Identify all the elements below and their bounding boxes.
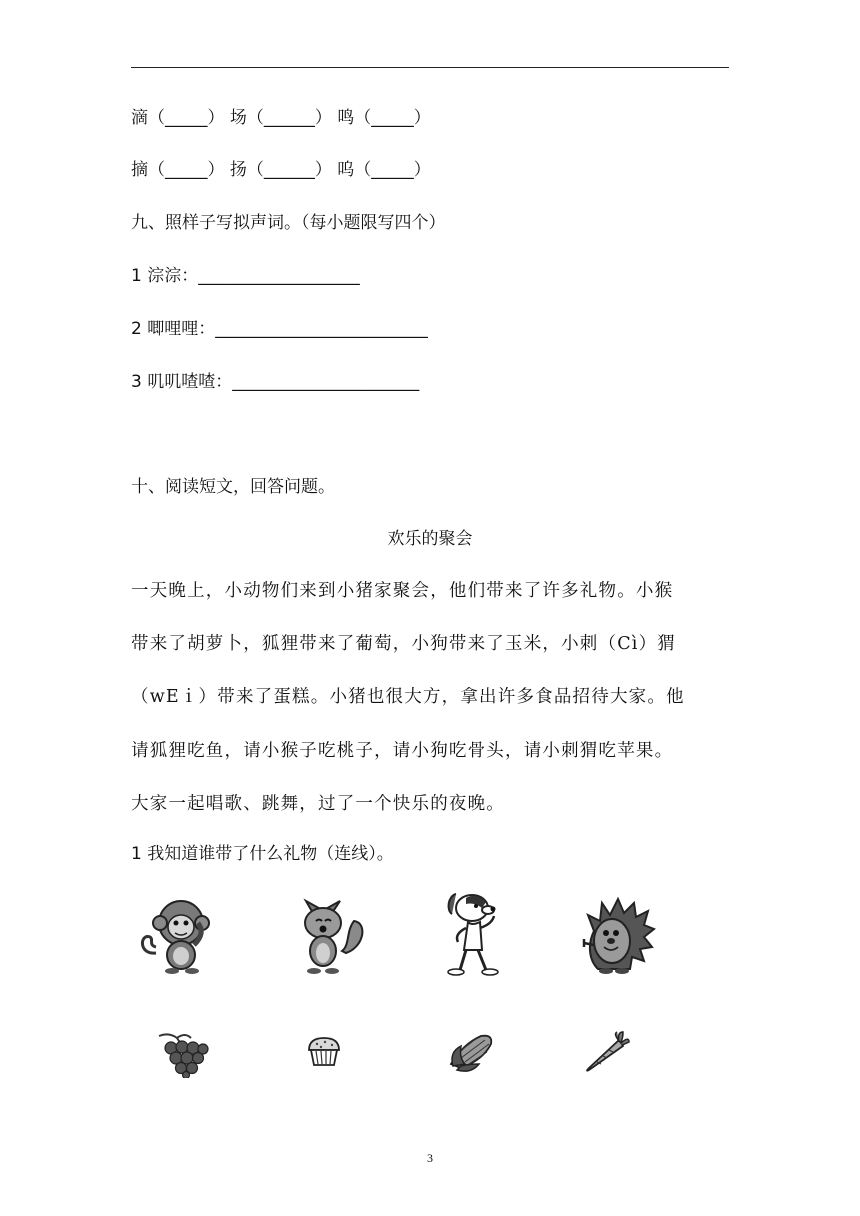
fill-row-2: 摘（_____） 扬（______） 呜（_____） [131,160,431,180]
story-line-4: 请狐狸吃鱼，请小猴子吃桃子，请小狗吃骨头，请小刺猬吃苹果。 [131,741,674,761]
page-number: 3 [427,1151,433,1165]
story-line-2: 带来了胡萝卜，狐狸带来了葡萄，小狗带来了玉米，小刺（Cì）猬 [131,634,676,654]
question-9-title: 九、照样子写拟声词。（每小题限写四个） [131,213,446,233]
monkey-image [136,893,221,975]
fill-row-1: 滴（_____） 场（______） 鸣（_____） [131,108,431,128]
dog-image [442,888,504,978]
question-9-item-3: 3 叽叽喳喳：______________________ [131,372,420,392]
story-line-5: 大家一起唱歌、跳舞，过了一个快乐的夜晚。 [131,794,505,814]
header-rule [131,67,729,68]
question-9-item-2: 2 唧哩哩：_________________________ [131,319,428,339]
carrot-image [583,1030,631,1074]
story-line-3: （wEｉ）带来了蛋糕。小猪也很大方，拿出许多食品招待大家。他 [131,687,685,707]
cake-image [305,1034,343,1068]
question-10-title: 十、阅读短文，回答问题。 [131,477,335,497]
question-1-instruction: 1 我知道谁带了什么礼物（连线）。 [131,844,394,864]
story-line-1: 一天晚上，小动物们来到小猪家聚会，他们带来了许多礼物。小猴 [131,581,674,601]
grapes-image [155,1030,211,1078]
story-title: 欢乐的聚会 [387,529,473,549]
hedgehog-image [578,895,658,975]
fox-image [294,893,369,975]
question-9-item-1: 1 淙淙：___________________ [131,266,360,286]
corn-image [447,1030,497,1074]
